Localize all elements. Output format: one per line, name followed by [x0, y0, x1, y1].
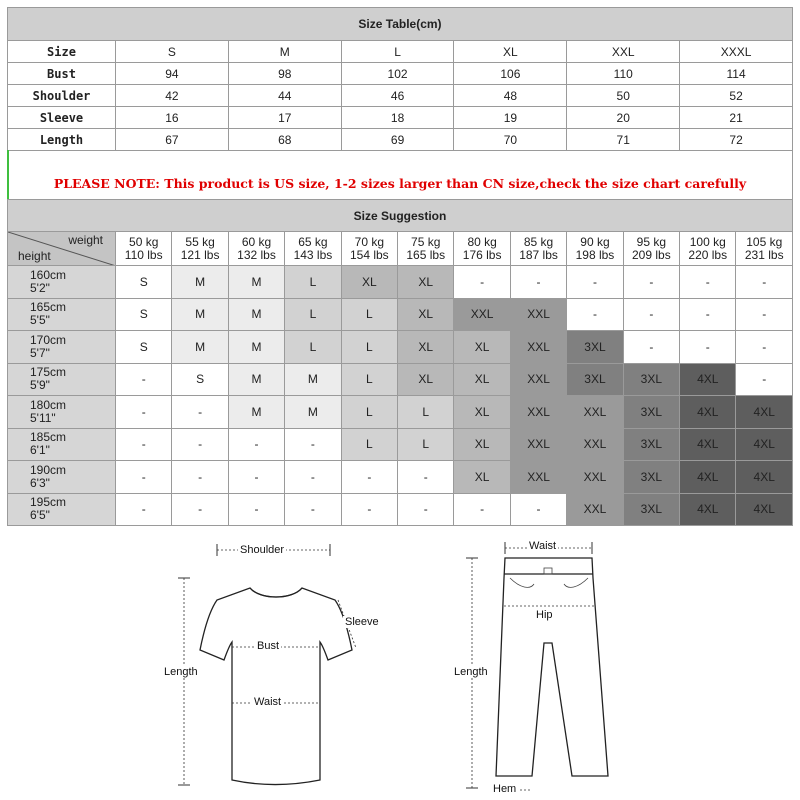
height-cm: 160cm	[30, 267, 67, 282]
suggested-size-cell: -	[116, 461, 172, 494]
suggested-size-cell: M	[285, 396, 341, 429]
value-cell: 106	[454, 63, 567, 85]
size-suggestion-table	[7, 199, 793, 526]
pants-length-label: Length	[454, 666, 488, 678]
height-label-cell	[8, 493, 116, 526]
suggested-size-cell: 4XL	[736, 493, 793, 526]
suggested-size-cell: XL	[398, 363, 454, 396]
pants-waist-label: Waist	[529, 540, 557, 552]
size-note-box	[7, 150, 793, 200]
suggested-size-cell: L	[285, 266, 341, 299]
value-cell: 110	[567, 63, 680, 85]
value-cell: 16	[116, 107, 229, 129]
suggested-size-cell: -	[623, 331, 679, 364]
height-row	[8, 266, 793, 299]
weight-lbs: 154 lbs	[349, 247, 389, 262]
suggested-size-cell: -	[285, 428, 341, 461]
suggested-size-cell: -	[228, 461, 284, 494]
weight-kg: 105 kg	[746, 234, 783, 249]
suggested-size-cell: -	[228, 493, 284, 526]
size-cell: M	[228, 41, 341, 63]
suggested-size-cell: -	[172, 428, 228, 461]
value-cell: 46	[341, 85, 454, 107]
suggested-size-cell: M	[172, 331, 228, 364]
suggested-size-cell: M	[228, 266, 284, 299]
suggested-size-cell: XL	[454, 363, 510, 396]
suggested-size-cell: XL	[398, 298, 454, 331]
suggested-size-cell: L	[398, 428, 454, 461]
value-cell: 68	[228, 129, 341, 151]
value-cell: 72	[680, 129, 793, 151]
weight-lbs: 187 lbs	[519, 247, 558, 262]
suggested-size-cell: XXL	[510, 298, 566, 331]
suggested-size-cell: -	[510, 266, 566, 299]
corner-height-label: height	[18, 249, 51, 263]
suggested-size-cell: -	[398, 461, 454, 494]
suggested-size-cell: XXL	[567, 428, 623, 461]
sleeve-label: Sleeve	[345, 616, 379, 628]
weight-kg: 80 kg	[467, 234, 497, 249]
suggested-size-cell: XXL	[454, 298, 510, 331]
suggested-size-cell: L	[341, 396, 397, 429]
value-cell: 44	[228, 85, 341, 107]
measurement-row	[8, 63, 793, 85]
weight-kg: 60 kg	[241, 234, 272, 249]
weight-lbs: 209 lbs	[632, 247, 671, 262]
suggested-size-cell: 4XL	[680, 363, 736, 396]
suggested-size-cell: 3XL	[623, 363, 679, 396]
height-label-cell	[8, 331, 116, 364]
size-cell: XXXL	[680, 41, 793, 63]
weight-kg: 65 kg	[298, 234, 328, 249]
size-header-label: Size	[8, 41, 116, 63]
weight-header-cell	[736, 232, 793, 266]
value-cell: 20	[567, 107, 680, 129]
suggested-size-cell: -	[285, 493, 341, 526]
suggested-size-cell: XXL	[510, 331, 566, 364]
weight-kg: 50 kg	[129, 234, 159, 249]
suggested-size-cell: -	[567, 298, 623, 331]
suggested-size-cell: XL	[454, 461, 510, 494]
suggested-size-cell: 4XL	[680, 461, 736, 494]
suggested-size-cell: -	[454, 493, 510, 526]
suggested-size-cell: M	[228, 396, 284, 429]
suggested-size-cell: 3XL	[623, 428, 679, 461]
suggested-size-cell: M	[228, 298, 284, 331]
suggested-size-cell: 3XL	[623, 493, 679, 526]
suggested-size-cell: -	[116, 363, 172, 396]
weight-kg: 85 kg	[523, 234, 554, 249]
value-cell: 98	[228, 63, 341, 85]
suggested-size-cell: XXL	[510, 428, 566, 461]
height-ft: 6'5"	[30, 508, 50, 523]
suggested-size-cell: -	[736, 331, 793, 364]
suggested-size-cell: -	[680, 331, 736, 364]
suggested-size-cell: -	[736, 266, 793, 299]
suggested-size-cell: 4XL	[736, 396, 793, 429]
suggested-size-cell: -	[454, 266, 510, 299]
height-cm: 180cm	[30, 397, 67, 412]
suggested-size-cell: M	[172, 298, 228, 331]
height-ft: 5'11"	[30, 410, 56, 425]
weight-header-cell	[567, 232, 623, 266]
suggested-size-cell: XL	[398, 331, 454, 364]
suggested-size-cell: -	[116, 396, 172, 429]
measurement-row	[8, 129, 793, 151]
shoulder-label: Shoulder	[240, 544, 285, 556]
value-cell: 114	[680, 63, 793, 85]
suggested-size-cell: L	[341, 428, 397, 461]
suggested-size-cell: S	[172, 363, 228, 396]
weight-kg: 90 kg	[580, 234, 610, 249]
size-table-title: Size Table(cm)	[8, 8, 793, 41]
value-cell: 69	[341, 129, 454, 151]
weight-header-cell	[285, 232, 341, 266]
suggested-size-cell: M	[228, 363, 284, 396]
suggested-size-cell: M	[285, 363, 341, 396]
value-cell: 50	[567, 85, 680, 107]
weight-header-cell	[454, 232, 510, 266]
weight-header-cell	[510, 232, 566, 266]
suggested-size-cell: -	[172, 396, 228, 429]
suggested-size-cell: S	[116, 331, 172, 364]
suggested-size-cell: 3XL	[567, 331, 623, 364]
height-cm: 165cm	[30, 300, 67, 315]
weight-lbs: 165 lbs	[406, 247, 446, 262]
value-cell: 94	[116, 63, 229, 85]
height-ft: 6'1"	[30, 443, 50, 458]
weight-lbs: 143 lbs	[293, 247, 333, 262]
bust-label: Bust	[257, 640, 280, 652]
value-cell: 21	[680, 107, 793, 129]
height-row	[8, 331, 793, 364]
suggested-size-cell: XXL	[567, 461, 623, 494]
weight-kg: 100 kg	[689, 234, 726, 249]
height-label-cell	[8, 266, 116, 299]
weight-header-cell	[228, 232, 284, 266]
suggested-size-cell: -	[116, 428, 172, 461]
height-label-cell	[8, 363, 116, 396]
height-cm: 185cm	[30, 430, 67, 445]
suggested-size-cell: XXL	[567, 396, 623, 429]
suggested-size-cell: -	[172, 493, 228, 526]
suggested-size-cell: M	[172, 266, 228, 299]
height-row	[8, 461, 793, 494]
size-note: PLEASE NOTE: This product is US size, 1-2 sizes larger than CN size,check the size chart carefully	[53, 176, 747, 191]
height-row	[8, 493, 793, 526]
weight-header-cell	[172, 232, 228, 266]
row-label: Sleeve	[8, 107, 116, 129]
suggested-size-cell: XXL	[510, 363, 566, 396]
weight-header-cell	[623, 232, 679, 266]
height-label-cell	[8, 461, 116, 494]
height-ft: 5'2"	[30, 280, 50, 295]
size-cell: XXL	[567, 41, 680, 63]
value-cell: 19	[454, 107, 567, 129]
waist-label: Waist	[254, 696, 282, 708]
height-label-cell	[8, 428, 116, 461]
hip-label: Hip	[536, 609, 553, 621]
height-ft: 5'9"	[30, 378, 50, 393]
weight-height-corner	[8, 232, 116, 266]
value-cell: 71	[567, 129, 680, 151]
size-table	[7, 7, 793, 151]
height-ft: 5'7"	[30, 345, 50, 360]
suggested-size-cell: L	[398, 396, 454, 429]
weight-lbs: 132 lbs	[237, 247, 276, 262]
suggested-size-cell: L	[285, 298, 341, 331]
weight-kg: 55 kg	[185, 234, 215, 249]
weight-lbs: 121 lbs	[180, 247, 220, 262]
weight-header-cell	[116, 232, 172, 266]
weight-kg: 70 kg	[354, 234, 384, 249]
suggested-size-cell: 4XL	[680, 428, 736, 461]
height-row	[8, 363, 793, 396]
height-label-cell	[8, 396, 116, 429]
suggested-size-cell: XL	[454, 396, 510, 429]
suggested-size-cell: 4XL	[736, 461, 793, 494]
value-cell: 102	[341, 63, 454, 85]
weight-lbs: 220 lbs	[688, 247, 728, 262]
suggested-size-cell: -	[116, 493, 172, 526]
suggestion-title: Size Suggestion	[8, 200, 793, 232]
suggested-size-cell: XXL	[510, 461, 566, 494]
suggested-size-cell: XL	[341, 266, 397, 299]
size-cell: L	[341, 41, 454, 63]
weight-lbs: 231 lbs	[744, 247, 784, 262]
weight-lbs: 110 lbs	[124, 247, 163, 262]
suggested-size-cell: XXL	[567, 493, 623, 526]
weight-header-cell	[398, 232, 454, 266]
weight-kg: 95 kg	[636, 234, 667, 249]
shirt-outline	[200, 588, 352, 785]
suggested-size-cell: -	[680, 266, 736, 299]
weight-row	[8, 232, 793, 266]
suggested-size-cell: -	[172, 461, 228, 494]
suggested-size-cell: XXL	[510, 396, 566, 429]
suggested-size-cell: -	[228, 428, 284, 461]
weight-header-cell	[680, 232, 736, 266]
suggested-size-cell: -	[736, 298, 793, 331]
suggested-size-cell: 4XL	[680, 396, 736, 429]
height-cm: 195cm	[30, 495, 67, 510]
suggested-size-cell: -	[341, 461, 397, 494]
height-ft: 5'5"	[30, 313, 50, 328]
suggested-size-cell: 3XL	[567, 363, 623, 396]
height-row	[8, 298, 793, 331]
suggested-size-cell: M	[228, 331, 284, 364]
suggested-size-cell: -	[510, 493, 566, 526]
suggested-size-cell: -	[623, 266, 679, 299]
measurement-row	[8, 107, 793, 129]
suggested-size-cell: 4XL	[736, 428, 793, 461]
height-cm: 175cm	[30, 365, 67, 380]
suggested-size-cell: -	[398, 493, 454, 526]
hem-label: Hem	[493, 783, 517, 795]
suggested-size-cell: 3XL	[623, 396, 679, 429]
suggested-size-cell: XL	[398, 266, 454, 299]
suggested-size-cell: XL	[454, 331, 510, 364]
value-cell: 18	[341, 107, 454, 129]
suggested-size-cell: L	[341, 298, 397, 331]
height-label-cell	[8, 298, 116, 331]
suggested-size-cell: S	[116, 298, 172, 331]
row-label: Length	[8, 129, 116, 151]
suggested-size-cell: XL	[454, 428, 510, 461]
corner-weight-label: weight	[68, 233, 103, 247]
row-label: Bust	[8, 63, 116, 85]
suggested-size-cell: -	[736, 363, 793, 396]
suggested-size-cell: -	[623, 298, 679, 331]
value-cell: 48	[454, 85, 567, 107]
weight-kg: 75 kg	[411, 234, 441, 249]
size-cell: S	[116, 41, 229, 63]
value-cell: 52	[680, 85, 793, 107]
height-ft: 6'3"	[30, 475, 50, 490]
value-cell: 17	[228, 107, 341, 129]
weight-lbs: 176 lbs	[462, 247, 502, 262]
height-cm: 170cm	[30, 332, 67, 347]
size-cell: XL	[454, 41, 567, 63]
size-row	[8, 41, 793, 63]
suggested-size-cell: L	[341, 331, 397, 364]
suggested-size-cell: -	[680, 298, 736, 331]
row-label: Shoulder	[8, 85, 116, 107]
pants-outline	[496, 558, 608, 776]
value-cell: 42	[116, 85, 229, 107]
suggested-size-cell: -	[341, 493, 397, 526]
shirt-length-label: Length	[164, 666, 198, 678]
value-cell: 70	[454, 129, 567, 151]
suggested-size-cell: -	[285, 461, 341, 494]
height-row	[8, 428, 793, 461]
suggested-size-cell: S	[116, 266, 172, 299]
weight-header-cell	[341, 232, 397, 266]
suggested-size-cell: -	[567, 266, 623, 299]
suggested-size-cell: L	[285, 331, 341, 364]
green-divider	[7, 150, 9, 200]
weight-lbs: 198 lbs	[575, 247, 615, 262]
suggested-size-cell: 4XL	[680, 493, 736, 526]
height-cm: 190cm	[30, 462, 67, 477]
measurement-row	[8, 85, 793, 107]
height-row	[8, 396, 793, 429]
suggested-size-cell: 3XL	[623, 461, 679, 494]
value-cell: 67	[116, 129, 229, 151]
suggested-size-cell: L	[341, 363, 397, 396]
